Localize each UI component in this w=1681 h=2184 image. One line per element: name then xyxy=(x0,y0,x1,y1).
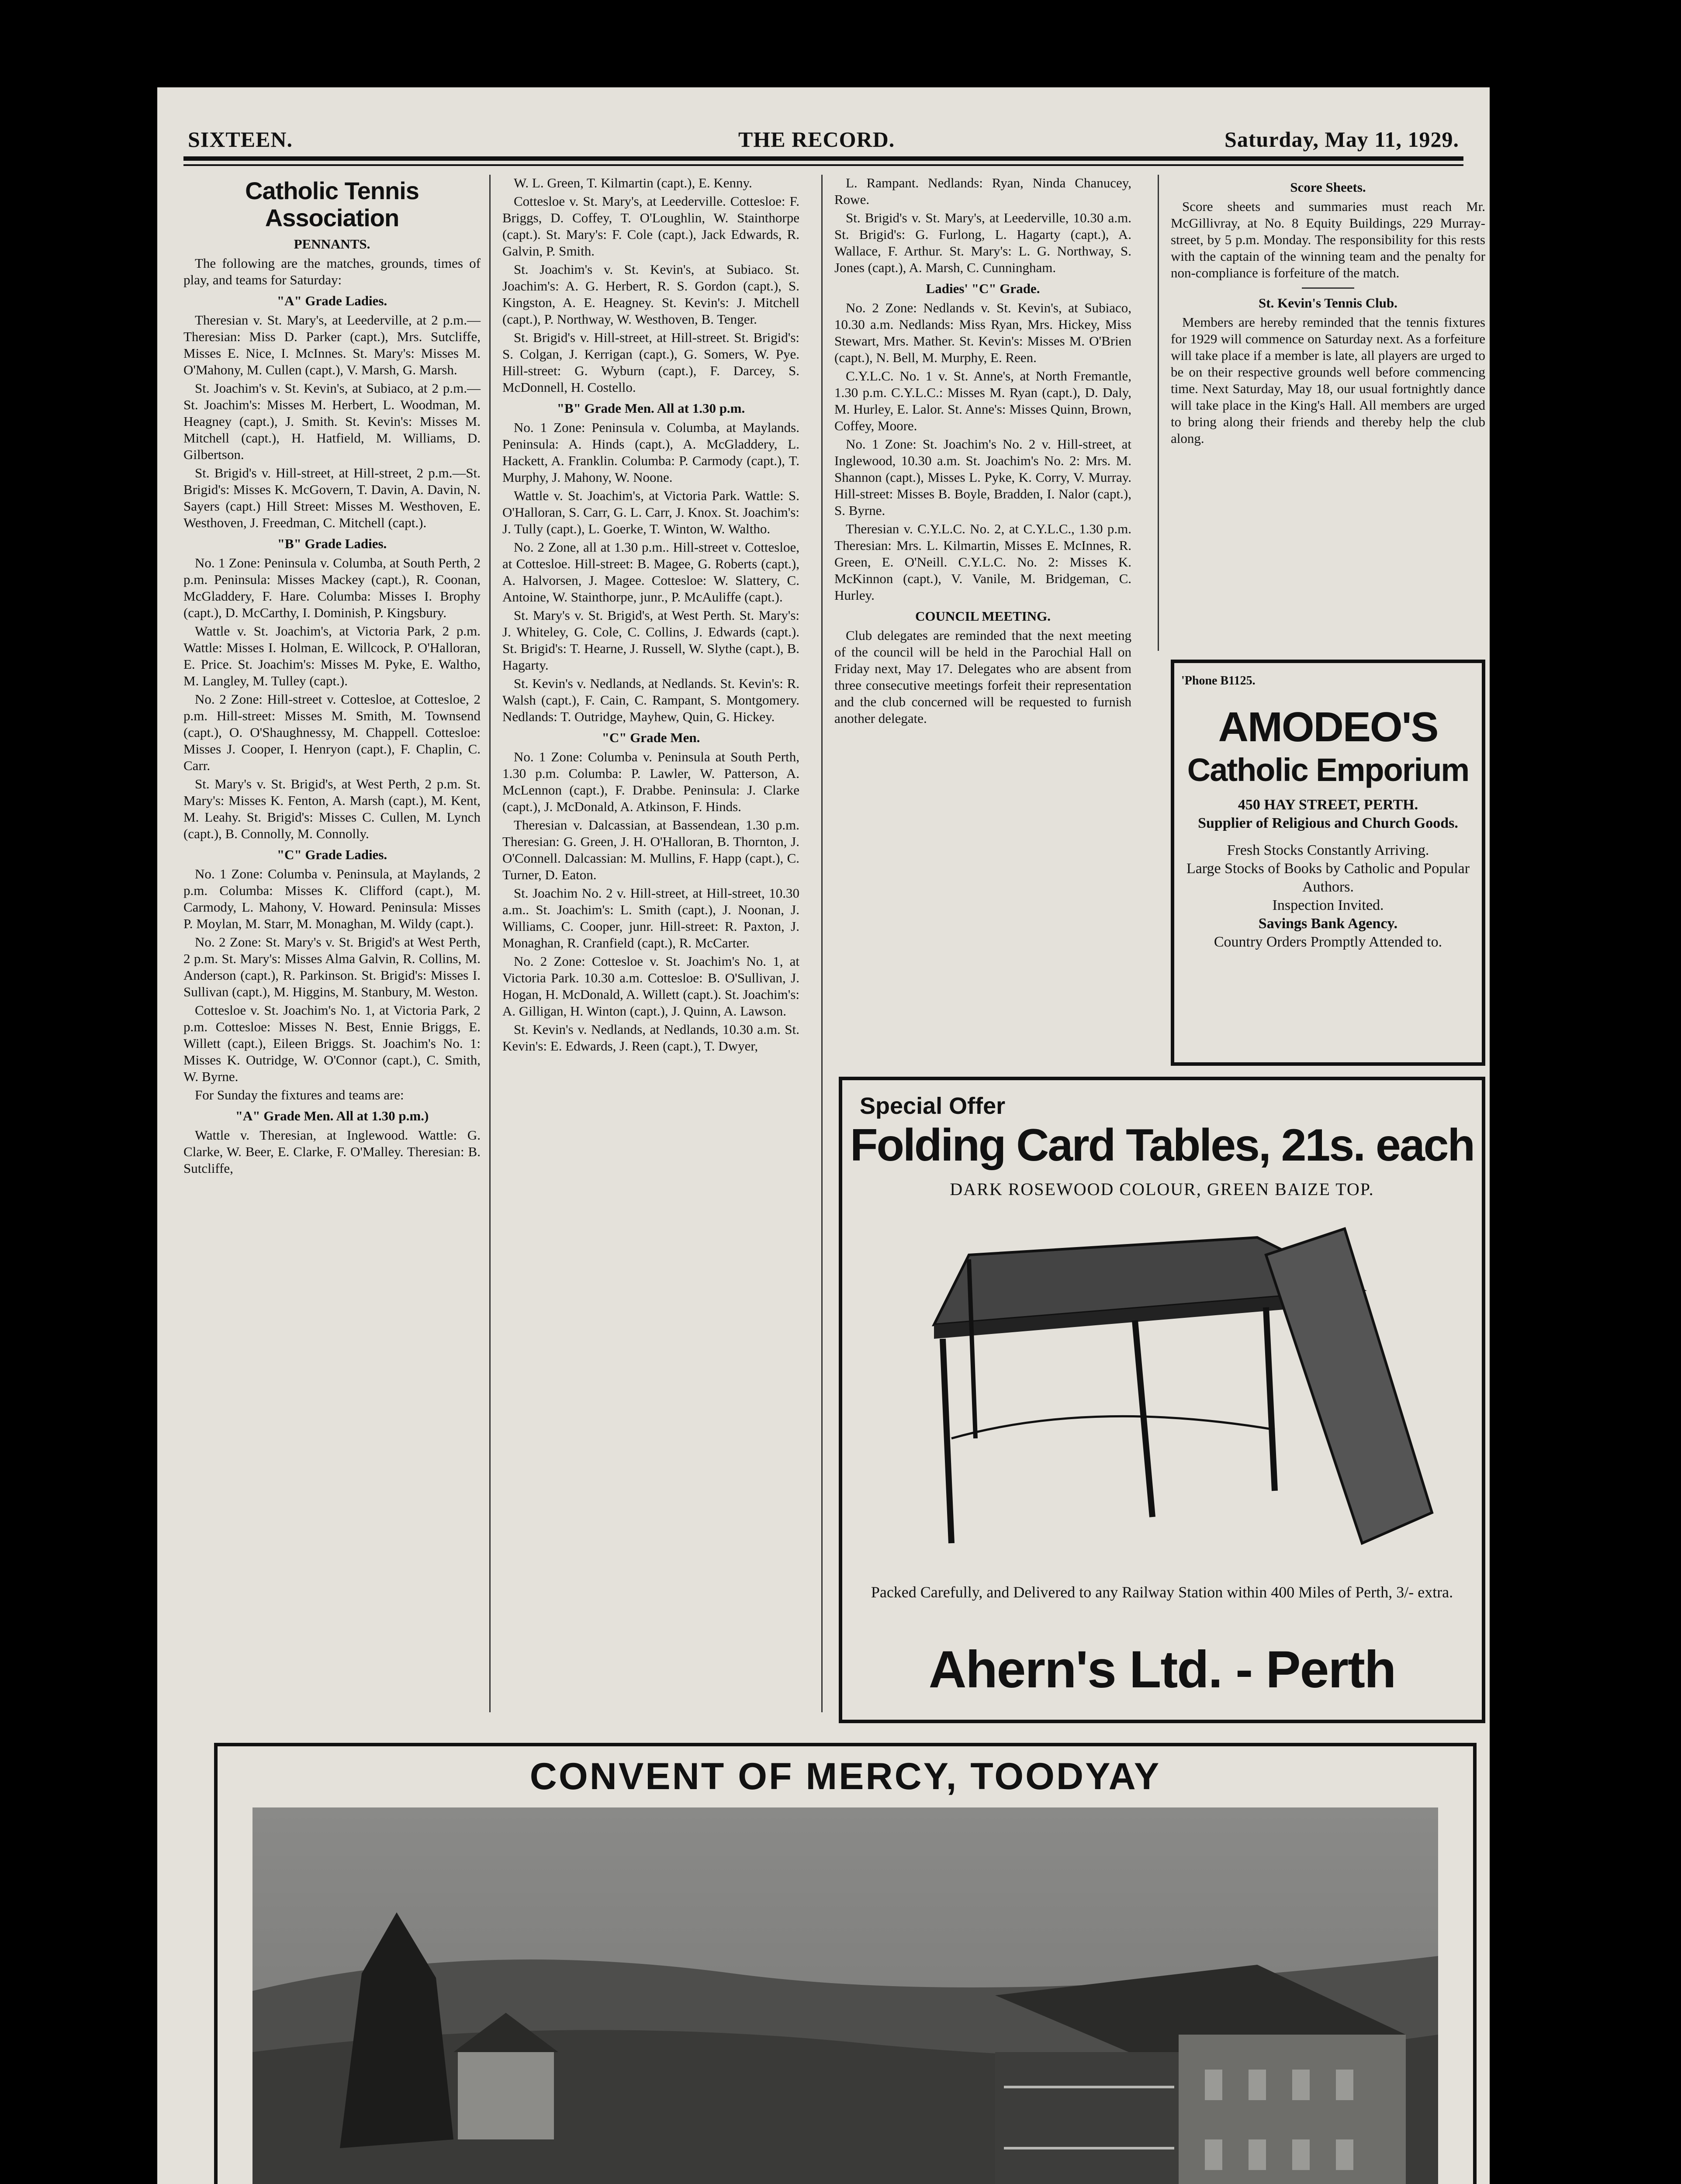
section-heading: St. Kevin's Tennis Club. xyxy=(1259,295,1397,311)
column-2 xyxy=(502,175,799,1056)
phone-number: 'Phone B1125. xyxy=(1181,674,1256,688)
header-rule xyxy=(183,156,1463,161)
section-heading: "A" Grade Men. All at 1.30 p.m.) xyxy=(235,1108,429,1123)
advert-line: Inspection Invited. xyxy=(1272,897,1384,913)
column-rule xyxy=(821,175,823,1712)
paragraph: St. Mary's v. St. Brigid's, at West Perth, 2 p.m. St. Mary's: Misses K. Fenton, A. Marsh (capt.), M. Kent, M. Leahy. St. Brigid's: Misses C. Cullen, M. Lynch (capt.), B. Connolly, M. Connolly. xyxy=(183,776,481,841)
newspaper-page xyxy=(157,87,1490,2184)
paragraph: C.Y.L.C. No. 1 v. St. Anne's, at North Fremantle, 1.30 p.m. C.Y.L.C.: Misses M. Ryan (capt.), D. Daly, M. Hurley, E. Lalor. St. Anne's: Misses Quinn, Brown, Coffey, Moore. xyxy=(834,368,1131,433)
column-rule xyxy=(489,175,491,1712)
paragraph: No. 1 Zone: Peninsula v. Columba, at Maylands. Peninsula: A. Hinds (capt.), A. McGladdery, L. Hackett, A. Franklin. Columba: P. Carmody (capt.), T. Murphy, J. Mahony, W. Noone. xyxy=(502,420,799,485)
paragraph: Cottesloe v. St. Mary's, at Leederville. Cottesloe: F. Briggs, D. Coffey, T. O'Loughlin, W. Stainthorpe (capt.). St. Mary's: F. Cole (capt.), Jack Edwards, R. Galvin, P. Smith. xyxy=(502,194,799,259)
convent-photo-drawing xyxy=(252,1807,1438,2184)
column-rule xyxy=(1158,175,1159,651)
section-heading: COUNCIL MEETING. xyxy=(915,608,1051,624)
advert-name: AMODEO'S xyxy=(1218,704,1438,750)
paragraph: For Sunday the fixtures and teams are: xyxy=(195,1087,404,1102)
paragraph: Cottesloe v. St. Joachim's No. 1, at Victoria Park, 2 p.m. Cottesloe: Misses N. Best, Ennie Briggs, E. Willett (capt.), Eileen Briggs. St. Joachim's No. 1: Misses K. Outridge, W. O'Connor (capt.), C. Smith, W. Byrne. xyxy=(183,1002,481,1084)
paragraph: St. Joachim No. 2 v. Hill-street, at Hill-street, 10.30 a.m.. St. Joachim's: L. Smith (capt.), J. Noonan, J. Williams, C. Cooper, junr. Hill-street: R. Paxton, J. Monaghan, R. Cranfield (capt.), R. McCarter. xyxy=(502,885,799,950)
column-3 xyxy=(834,175,1131,1075)
advert-line: Fresh Stocks Constantly Arriving. xyxy=(1227,842,1429,858)
paragraph: No. 2 Zone: Nedlands v. St. Kevin's, at Subiaco, 10.30 a.m. Nedlands: Miss Ryan, Mrs. Hickey, Miss Stewart, Mrs. Mather. St. Kevin's: Misses M. O'Brien (capt.), N. Bell, M. Murphy, E. Reen. xyxy=(834,300,1131,365)
convent-photo xyxy=(252,1807,1438,2184)
section-heading: Score Sheets. xyxy=(1290,180,1366,195)
paragraph: Club delegates are reminded that the next meeting of the council will be held in the Parochial Hall on Friday next, May 17. Delegates who are absent from three consecutive meetings forfeit their representation and the club concerned will be requested to furnish another delegate. xyxy=(834,628,1131,726)
paragraph: St. Brigid's v. St. Mary's, at Leederville, 10.30 a.m. St. Brigid's: G. Furlong, L. Hagarty (capt.), A. Wallace, F. Arthur. St. Mary's: L. G. Northway, S. Jones (capt.), A. Marsh, C. Cunningham. xyxy=(834,210,1131,275)
paragraph: Theresian v. C.Y.L.C. No. 2, at C.Y.L.C., 1.30 p.m. Theresian: Mrs. L. Kilmartin, Misses E. McInnes, R. Green, E. O'Neill. C.Y.L.C. No. 2: Misses K. McKinnon (capt.), V. Vanile, M. Bridgeman, C. Hurley. xyxy=(834,521,1131,603)
section-heading: "C" Grade Men. xyxy=(602,730,700,745)
paragraph: Wattle v. St. Joachim's, at Victoria Park. Wattle: S. O'Halloran, S. Carr, G. L. Carr, J. Knox. St. Joachim's: J. Tully (capt.), L. Goerke, T. Winton, W. Waltho. xyxy=(502,488,799,536)
advert-line: Large Stocks of Books by Catholic and Popular Authors. xyxy=(1186,860,1470,895)
paragraph: Theresian v. Dalcassian, at Bassendean, 1.30 p.m. Theresian: G. Green, J. H. O'Halloran, B. Thornton, J. O'Connell. Dalcassian: M. Mullins, F. Happ (capt.), C. Turner, D. Eaton. xyxy=(502,817,799,882)
paragraph: No. 2 Zone, all at 1.30 p.m.. Hill-street v. Cottesloe, at Cottesloe. Hill-street: B. Magee, G. Roberts (capt.), A. Halvorsen, J. Magee. Cottesloe: W. Slattery, C. Antoine, W. Stainthorpe, junr., P. McAuliffe (capt.). xyxy=(502,539,799,605)
paragraph: No. 2 Zone: St. Mary's v. St. Brigid's at West Perth, 2 p.m. St. Mary's: Misses Alma Galvin, R. Collins, M. Anderson (capt.), R. Parkinson. St. Brigid's: Misses I. Sullivan (capt.), M. Higgins, M. Stanbury, M. Weston. xyxy=(183,934,481,999)
advert-subtitle: Catholic Emporium xyxy=(1187,752,1469,788)
paragraph: Wattle v. Theresian, at Inglewood. Wattle: G. Clarke, W. Beer, E. Clarke, F. O'Malley. Theresian: B. Sutcliffe, xyxy=(183,1127,481,1176)
divider xyxy=(1302,287,1354,289)
paragraph: St. Kevin's v. Nedlands, at Nedlands, 10.30 a.m. St. Kevin's: E. Edwards, J. Reen (capt.), T. Dwyer, xyxy=(502,1022,799,1054)
firm-name: Ahern's Ltd. - Perth xyxy=(928,1640,1396,1699)
paragraph: L. Rampant. Nedlands: Ryan, Ninda Chanucey, Rowe. xyxy=(834,175,1131,207)
section-heading: Ladies' "C" Grade. xyxy=(926,281,1040,296)
article-subtitle: PENNANTS. xyxy=(294,236,370,252)
paragraph: St. Brigid's v. Hill-street, at Hill-street. St. Brigid's: S. Colgan, J. Kerrigan (capt.), G. Somers, W. Pye. Hill-street: G. Wyburn (capt.), F. Darcey, S. McDonnell, H. Costello. xyxy=(502,330,799,395)
paragraph: No. 1 Zone: Peninsula v. Columba, at South Perth, 2 p.m. Peninsula: Misses Mackey (capt.), R. Coonan, McGladdery, F. Hare. Columba: Misses I. Brophy (capt.), D. McCarthy, I. Dominish, P. Kingsbury. xyxy=(183,555,481,620)
paragraph: Score sheets and summaries must reach Mr. McGillivray, at No. 8 Equity Buildings, 229 Murray-street, by 5 p.m. Monday. The responsibility for this rests with the captain of the winning team and the penalty for non-compliance is forfeiture of the match. xyxy=(1171,199,1485,280)
column-1 xyxy=(183,175,481,1178)
advert-supplier: Supplier of Religious and Church Goods. xyxy=(1198,815,1458,831)
page-number: SIXTEEN. xyxy=(188,127,293,152)
paragraph: No. 1 Zone: St. Joachim's No. 2 v. Hill-street, at Inglewood, 10.30 a.m. St. Joachim's No. 2: Mrs. M. Shannon (capt.), Misses L. Pyke, K. Corry, V. Murray. Hill-street: Misses B. Boyle, Bradden, I. Nalor (capt.), S. Byrne. xyxy=(834,436,1131,518)
special-offer-label: Special Offer xyxy=(860,1093,1006,1119)
paragraph: W. L. Green, T. Kilmartin (capt.), E. Kenny. xyxy=(514,175,752,190)
paragraph: The following are the matches, grounds, times of play, and teams for Saturday: xyxy=(183,256,481,287)
paragraph: No. 2 Zone: Cottesloe v. St. Joachim's No. 1, at Victoria Park. 10.30 a.m. Cottesloe: B. O'Sullivan, J. Hogan, H. McDonald, A. Willett (capt.). St. Joachim's: A. Gilligan, H. Winton (capt.), J. Quinn, A. Lawson. xyxy=(502,954,799,1019)
card-table-illustration xyxy=(873,1211,1454,1574)
paragraph: No. 1 Zone: Columba v. Peninsula at South Perth, 1.30 p.m. Columba: P. Lawler, W. Patterson, A. McLennon (capt.), F. Drabbe. Peninsula: J. Clarke (capt.), J. McDonald, A. Atkinson, F. Hinds. xyxy=(502,749,799,814)
section-heading: "A" Grade Ladies. xyxy=(277,293,387,308)
amodeo-advert xyxy=(1171,660,1485,1066)
section-heading: "B" Grade Ladies. xyxy=(277,536,387,551)
advert-line: Savings Bank Agency. xyxy=(1258,916,1398,932)
paragraph: St. Mary's v. St. Brigid's, at West Perth. St. Mary's: J. Whiteley, G. Cole, C. Collins, J. Edwards (capt.). St. Brigid's: T. Hearne, J. Russell, W. Slythe (capt.), B. Hagarty. xyxy=(502,608,799,673)
issue-date: Saturday, May 11, 1929. xyxy=(1224,127,1459,152)
column-4 xyxy=(1171,175,1485,449)
card-tables-advert xyxy=(839,1077,1485,1723)
advert-subtitle: DARK ROSEWOOD COLOUR, GREEN BAIZE TOP. xyxy=(950,1179,1374,1199)
paragraph: Theresian v. St. Mary's, at Leederville, at 2 p.m.—Theresian: Miss D. Parker (capt.), Mrs. Sutcliffe, Misses E. Nice, I. McInnes. St. Mary's: Misses M. O'Mahony, M. Cullen (capt.), V. Marsh, G. Marsh. xyxy=(183,312,481,377)
paragraph: Members are hereby reminded that the tennis fixtures for 1929 will commence on Saturday next. As a forfeiture will take place if a member is late, all players are urged to be on their respective grounds well before commencing time. Next Saturday, May 18, our usual fortnightly dance will take place in the King's Hall. All members are urged to bring along their friends and thereby help the club along. xyxy=(1171,314,1485,446)
convent-feature xyxy=(214,1743,1477,2184)
advert-address: 450 HAY STREET, PERTH. xyxy=(1238,797,1418,813)
paragraph: Wattle v. St. Joachim's, at Victoria Park, 2 p.m. Wattle: Misses I. Holman, E. Willcock, P. O'Halloran, E. Price. St. Joachim's: Misses M. Pyke, E. Waltho, M. Langley, M. Tulley (capt.). xyxy=(183,623,481,688)
masthead: THE RECORD. xyxy=(738,127,895,152)
delivery-note: Packed Carefully, and Delivered to any Railway Station within 400 Miles of Perth, 3/- extra. xyxy=(871,1583,1453,1601)
paragraph: St. Joachim's v. St. Kevin's, at Subiaco, at 2 p.m.—St. Joachim's: Misses M. Herbert, L. Woodman, M. Heagney (capt.), J. Smith. St. Kevin's: Misses M. Mitchell (capt.), H. Hatfield, M. Williams, D. Gilbertson. xyxy=(183,380,481,462)
advert-line: Country Orders Promptly Attended to. xyxy=(1214,934,1442,950)
paragraph: No. 2 Zone: Hill-street v. Cottesloe, at Cottesloe, 2 p.m. Hill-street: Misses M. Smith, M. Townsend (capt.), O. O'Shaughnessy, M. Chappell. Cottesloe: Misses J. Cooper, I. Henryon (capt.), F. Chaplin, C. Carr. xyxy=(183,691,481,773)
paragraph: No. 1 Zone: Columba v. Peninsula, at Maylands, 2 p.m. Columba: Misses K. Clifford (capt.), M. Carmody, L. Mahony, V. Howard. Peninsula: Misses P. Moylan, M. Starr, M. Monaghan, M. Wildy (capt.). xyxy=(183,866,481,931)
paragraph: St. Joachim's v. St. Kevin's, at Subiaco. St. Joachim's: A. G. Herbert, R. S. Gordon (capt.), S. Kingston, A. E. Heagney. St. Kevin's: J. Mitchell (capt.), P. Northway, W. Westhoven, B. Tenger. xyxy=(502,262,799,327)
feature-title: CONVENT OF MERCY, TOODYAY xyxy=(529,1755,1161,1797)
advert-title: Folding Card Tables, 21s. each xyxy=(850,1120,1474,1171)
paragraph: St. Brigid's v. Hill-street, at Hill-street, 2 p.m.—St. Brigid's: Misses K. McGovern, T. Davin, A. Davin, N. Sayers (capt.) Hill Street: Misses M. Westhoven, E. Westhoven, J. Freedman, C. Mitchell (capt.). xyxy=(183,465,481,530)
section-heading: "C" Grade Ladies. xyxy=(277,847,387,862)
paragraph: St. Kevin's v. Nedlands, at Nedlands. St. Kevin's: R. Walsh (capt.), F. Cain, C. Rampant, S. Montgomery. Nedlands: T. Outridge, Mayhew, Quin, G. Hickey. xyxy=(502,676,799,724)
section-heading: "B" Grade Men. All at 1.30 p.m. xyxy=(557,401,745,416)
article-title: Catholic Tennis Association xyxy=(245,177,419,232)
header-rule-thin xyxy=(183,164,1463,166)
